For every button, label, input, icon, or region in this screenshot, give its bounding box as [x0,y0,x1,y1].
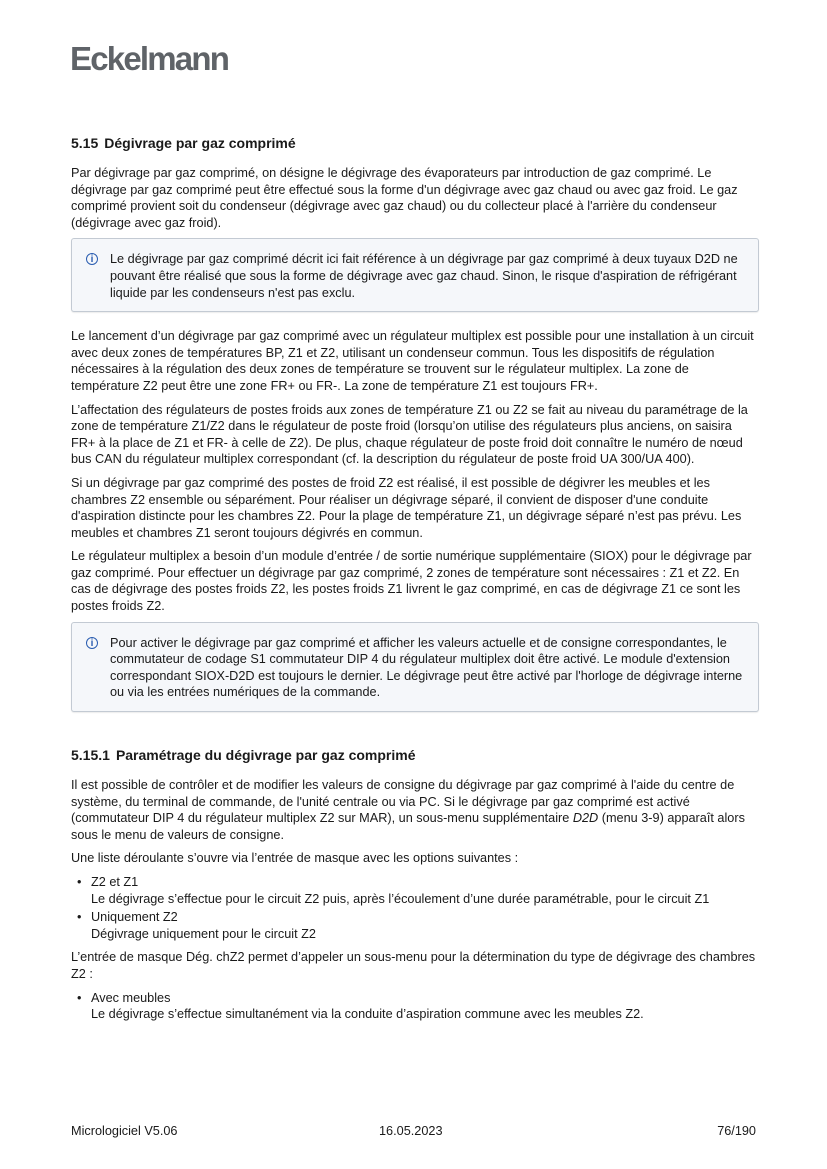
option-title: • Avec meubles [91,990,171,1005]
list-item [71,909,759,942]
paragraph [71,777,759,843]
options-list [71,990,759,1023]
info-icon: i [86,253,98,265]
footer-page-number: 76/190 [717,1124,756,1138]
paragraph: L’affectation des régulateurs de postes froids aux zones de température Z1 ou Z2 se fait au niveau du paramétrage de la zone de température Z1/Z2 dans le régulateur de poste froid (lorsqu’on utilise des régulateurs plus anciens, on saisira FR+ à la place de Z1 et FR- à celle de Z2). De plus, chaque régulateur de poste froid doit connaître le numéro de nœud bus CAN du régulateur multiplex correspondant (cf. la description du régulateur de poste froid UA 300/UA 400). [71,402,748,467]
note-text: Le dégivrage par gaz comprimé décrit ici fait référence à un dégivrage par gaz comprimé à deux tuyaux D2D ne pouvant être réalisé que sous la forme de dégivrage avec gaz chaud. Sinon, le risque d'aspiration de réfrigérant liquide par les condenseurs n'est pas exclu. [110,252,738,300]
list-item [71,874,759,907]
footer-date: 16.05.2023 [379,1124,443,1138]
option-title: • Uniquement Z2 [91,910,178,925]
text-run: Il est possible de contrôler et de modifier les valeurs de consigne du dégivrage par gaz comprimé à l'aide du centre de système, du terminal de commande, de l'unité centrale ou via PC. Si le dégivrage par gaz comprimé est activé (commutateur DIP 4 du régulateur multiplex Z2 sur MAR), un sous-menu supplémentaire [71,778,735,826]
paragraph: Par dégivrage par gaz comprimé, on désigne le dégivrage des évaporateurs par introduction de gaz comprimé. Le dégivrage par gaz comprimé peut être effectué sous la forme d'un dégivrage avec gaz chaud ou avec gaz froid. Le gaz comprimé provient soit du condenseur (dégivrage avec gaz chaud) ou du collecteur placé à l'arrière du condenseur (dégivrage avec gaz froid). [71,166,738,230]
options-list [71,874,759,942]
section-title: Dégivrage par gaz comprimé [104,135,296,151]
info-note [71,622,759,712]
info-note [71,238,759,312]
paragraph: Le régulateur multiplex a besoin d’un module d’entrée / de sortie numérique supplémentaire (SIOX) pour le dégivrage par gaz comprimé. Pour effectuer un dégivrage par gaz comprimé, 2 zones de température sont nécessaires : Z1 et Z2. En cas de dégivrage des postes froids Z2, les postes froids Z1 livrent le gaz comprimé, en cas de dégivrage Z1 ce sont les postes froids Z2. [71,549,752,614]
note-text: Pour activer le dégivrage par gaz comprimé et afficher les valeurs actuelle et de consigne correspondantes, le commutateur de codage S1 commutateur DIP 4 du régulateur multiplex doit être activé. Le module d'extension correspondant SIOX-D2D est toujours le dernier. Le dégivrage peut être activé par l'horloge de dégivrage interne ou via les entrées numériques de la commande. [110,635,743,700]
section-number: 5.15 [71,135,99,151]
info-icon: i [86,637,98,649]
paragraph: L’entrée de masque Dég. chZ2 permet d’appeler un sous-menu pour la détermination du type de dégivrage des chambres Z2 : [71,950,756,981]
paragraph: Une liste déroulante s’ouvre via l’entrée de masque avec les options suivantes : [71,851,519,866]
menu-name: D2D [572,811,599,826]
footer-version: Micrologiciel V5.06 [71,1124,178,1138]
paragraph: Si un dégivrage par gaz comprimé des postes de froid Z2 est réalisé, il est possible de dégivrer les meubles et les chambres Z2 ensemble ou séparément. Pour réaliser un dégivrage séparé, il convient de disposer d'une conduite d'aspiration distincte pour les chambres Z2. Pour la plage de température Z1, un dégivrage séparé n’est pas prévu. Les meubles et chambres Z1 seront toujours dégivrés en commun. [71,475,742,540]
option-desc: Le dégivrage s’effectue simultanément via la conduite d’aspiration commune avec les meubles Z2. [91,1007,644,1022]
section-heading [71,134,759,152]
subsection-number: 5.15.1 [71,747,110,764]
option-title: • Z2 et Z1 [91,875,139,889]
text-run: (menu 3-9) apparaît alors sous le menu de valeurs de consigne. [71,811,745,842]
eckelmann-logo: Eckelmann [70,40,229,77]
subsection-title: Paramétrage du dégivrage par gaz comprimé [115,747,416,764]
option-desc: Dégivrage uniquement pour le circuit Z2 [91,926,316,941]
paragraph: Le lancement d’un dégivrage par gaz comprimé avec un régulateur multiplex est possible pour une installation à un circuit avec deux zones de températures BP, Z1 et Z2, utilisant un condenseur commun. Tous les dispositifs de régulation nécessaires à la régulation des deux zones de température se trouvent sur le régulateur multiplex. La zone de température Z2 peut être une zone FR+ ou FR-. La zone de température Z1 est toujours FR+. [71,329,754,393]
page-content [71,134,759,1030]
option-desc: Le dégivrage s’effectue pour le circuit Z2 puis, après l’écoulement d’une durée paramétrable, pour le circuit Z1 [91,891,710,906]
list-item [71,990,759,1023]
subsection-heading [71,746,759,764]
